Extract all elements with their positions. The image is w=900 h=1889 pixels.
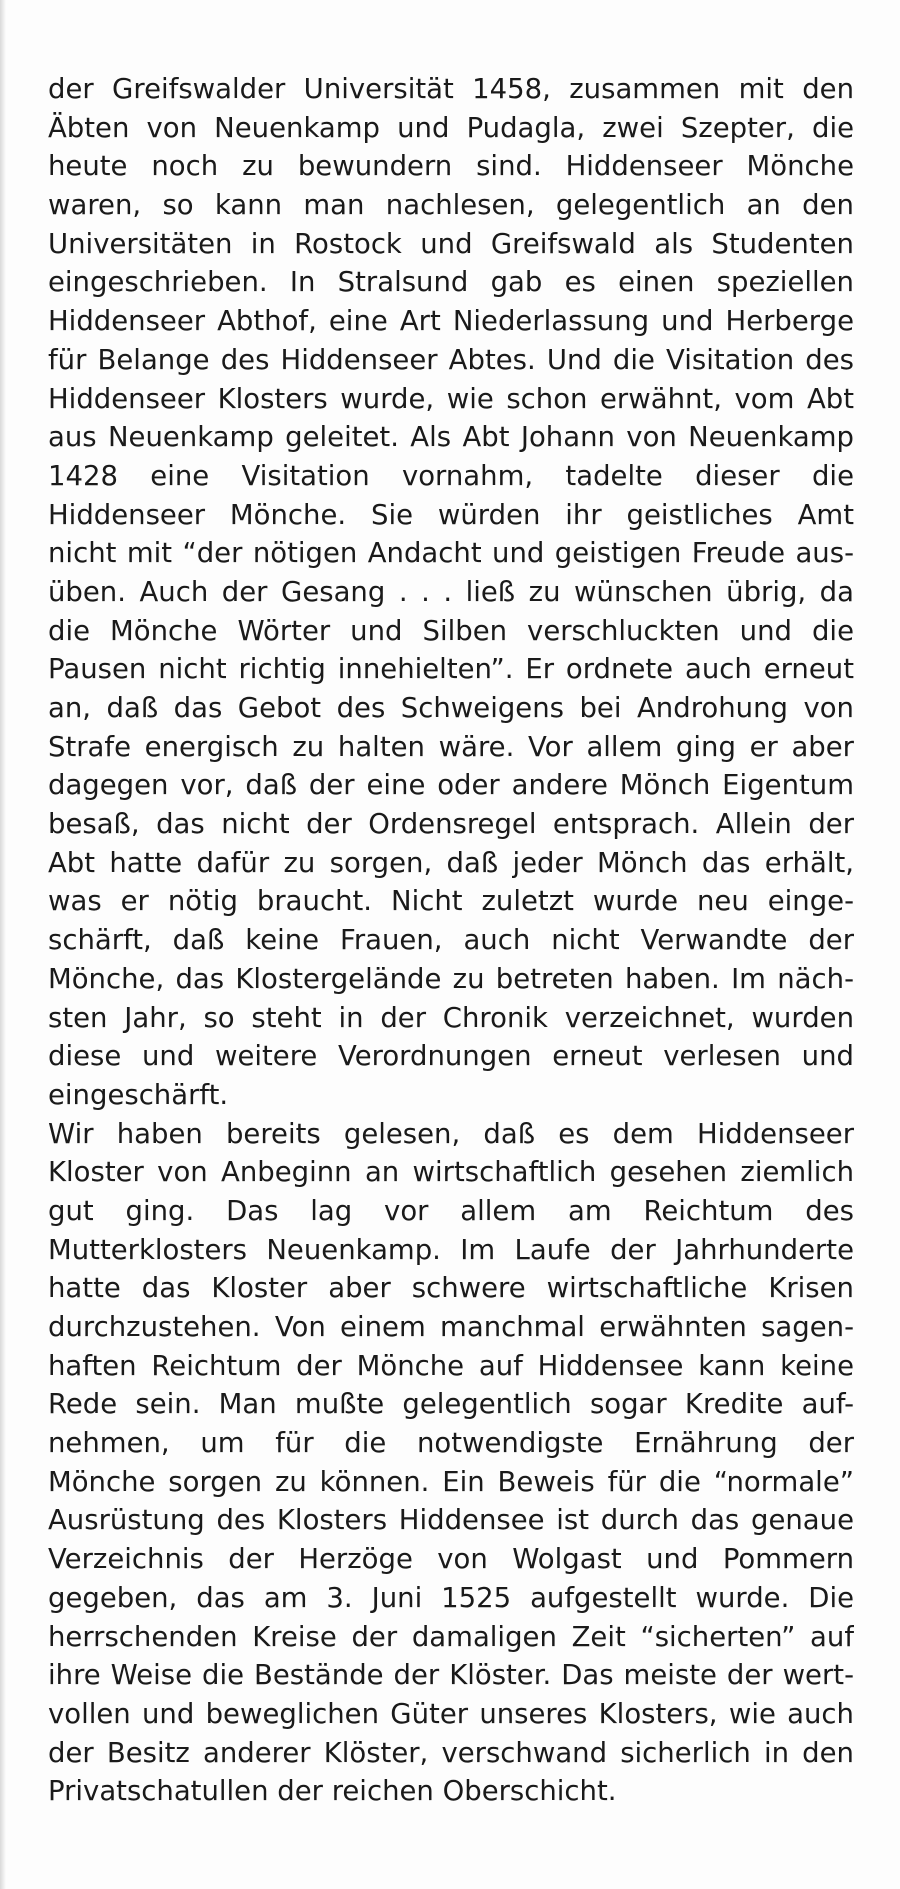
text-line: waren, so kann man nachlesen, gelegentlich an den [48,189,854,222]
text-line: nicht mit “der nötigen Andacht und geistigen Freude aus- [48,537,854,570]
body-text [48,70,854,1811]
text-line: Kloster von Anbeginn an wirtschaftlich gesehen ziemlich [48,1156,854,1189]
text-line: Mönche, das Klostergelände zu betreten haben. Im näch- [48,962,854,995]
text-line: Abt hatte dafür zu sorgen, daß jeder Mönch das erhält, [48,846,854,879]
text-line: Universitäten in Rostock und Greifswald als Studenten [48,227,854,260]
text-line: sten Jahr, so steht in der Chronik verzeichnet, wurden [48,1001,854,1034]
text-line: für Belange des Hiddenseer Abtes. Und die Visitation des [48,343,854,376]
paragraph-2 [48,1115,854,1811]
text-line: Privatschatullen der reichen Oberschicht. [48,1775,617,1808]
text-line: dagegen vor, daß der eine oder andere Mönch Eigentum [48,769,854,802]
text-line: hatte das Kloster aber schwere wirtschaftliche Krisen [48,1272,854,1305]
text-line: durchzustehen. Von einem manchmal erwähnten sagen- [48,1311,854,1343]
text-line: Rede sein. Man mußte gelegentlich sogar Kredite auf- [48,1388,854,1421]
text-line: Mutterklosters Neuenkamp. Im Laufe der Jahrhunderte [48,1233,854,1266]
text-line: 1428 eine Visitation vornahm, tadelte dieser die [48,459,854,492]
text-line: Äbten von Neuenkamp und Pudagla, zwei Szepter, die [48,111,854,144]
text-line: herrschenden Kreise der damaligen Zeit “sicherten” auf [48,1620,854,1653]
text-line: Strafe energisch zu halten wäre. Vor allem ging er aber [48,730,854,763]
text-line: Hiddenseer Abthof, eine Art Niederlassung und Herberge [48,305,854,338]
text-line: der Greifswalder Universität 1458, zusammen mit den [48,73,854,105]
text-line: Pausen nicht richtig innehielten”. Er ordnete auch erneut [48,653,854,686]
text-line: eingeschrieben. In Stralsund gab es einen speziellen [48,266,854,299]
text-line: nehmen, um für die notwendigste Ernährung der [48,1427,854,1460]
text-line: Hiddenseer Klosters wurde, wie schon erwähnt, vom Abt [48,382,854,415]
text-line: haften Reichtum der Mönche auf Hiddensee kann keine [48,1349,854,1382]
text-line: aus Neuenkamp geleitet. Als Abt Johann von Neuenkamp [48,421,854,454]
text-line: an, daß das Gebot des Schweigens bei Androhung von [48,692,854,724]
text-line: Ausrüstung des Klosters Hiddensee ist durch das genaue [48,1504,854,1537]
text-line: der Besitz anderer Klöster, verschwand sicherlich in den [48,1736,854,1769]
text-line: Wir haben bereits gelesen, daß es dem Hiddenseer [48,1117,854,1150]
text-line: Verzeichnis der Herzöge von Wolgast und Pommern [48,1543,854,1576]
paragraph-1 [48,70,854,1115]
text-line: gut ging. Das lag vor allem am Reichtum des [48,1194,854,1227]
text-line: die Mönche Wörter und Silben verschluckten und die [48,614,854,647]
text-line: Mönche sorgen zu können. Ein Beweis für die “normale” [48,1465,854,1498]
text-line: heute noch zu bewundern sind. Hiddenseer Mönche [48,150,854,183]
text-line: ihre Weise die Bestände der Klöster. Das meiste der wert- [48,1659,854,1692]
text-line: besaß, das nicht der Ordensregel entsprach. Allein der [48,808,854,841]
text-line: üben. Auch der Gesang . . . ließ zu wünschen übrig, da [48,575,854,608]
text-line: diese und weitere Verordnungen erneut verlesen und [48,1040,854,1073]
text-line: eingeschärft. [48,1078,229,1111]
text-line: Hiddenseer Mönche. Sie würden ihr geistliches Amt [48,498,854,531]
text-line: schärft, daß keine Frauen, auch nicht Verwandte der [48,924,854,957]
text-line: vollen und beweglichen Güter unseres Klosters, wie auch [48,1697,854,1730]
text-line: gegeben, das am 3. Juni 1525 aufgestellt wurde. Die [48,1581,854,1614]
text-line: was er nötig braucht. Nicht zuletzt wurde neu einge- [48,885,854,918]
page-edge-shadow [0,0,6,1889]
